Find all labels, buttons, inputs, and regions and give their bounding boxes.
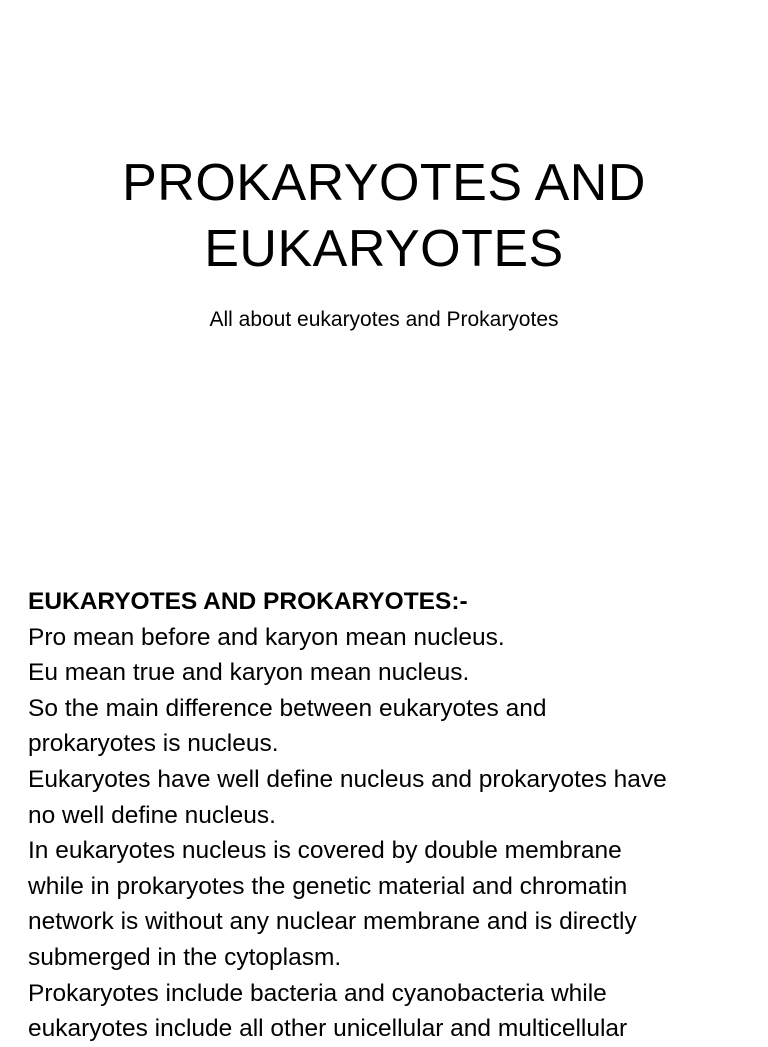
body-text <box>28 584 748 1047</box>
section-heading: EUKARYOTES AND PROKARYOTES:- <box>28 588 468 615</box>
page-subtitle: All about eukaryotes and Prokaryotes <box>209 308 559 331</box>
body-line: network is without any nuclear membrane and is directly <box>28 908 637 936</box>
body-line: Pro mean before and karyon mean nucleus. <box>28 623 505 651</box>
body-line: Prokaryotes include bacteria and cyanobacteria while <box>28 979 607 1007</box>
title-line-1: PROKARYOTES AND <box>122 154 646 212</box>
body-line: Eukaryotes have well define nucleus and prokaryotes have <box>28 765 667 793</box>
title-line-2: EUKARYOTES <box>204 220 564 278</box>
body-line: while in prokaryotes the genetic material and chromatin <box>28 872 628 900</box>
body-line: Eu mean true and karyon mean nucleus. <box>28 659 470 687</box>
body-line: In eukaryotes nucleus is covered by double membrane <box>28 837 622 865</box>
body-line: submerged in the cytoplasm. <box>28 943 342 971</box>
page-title <box>0 150 768 282</box>
body-line: So the main difference between eukaryotes and <box>28 694 547 722</box>
body-line: no well define nucleus. <box>28 801 276 829</box>
body-line: prokaryotes is nucleus. <box>28 730 279 758</box>
body-line-partial: eukaryotes include all other unicellular and multicellular <box>28 1015 628 1043</box>
